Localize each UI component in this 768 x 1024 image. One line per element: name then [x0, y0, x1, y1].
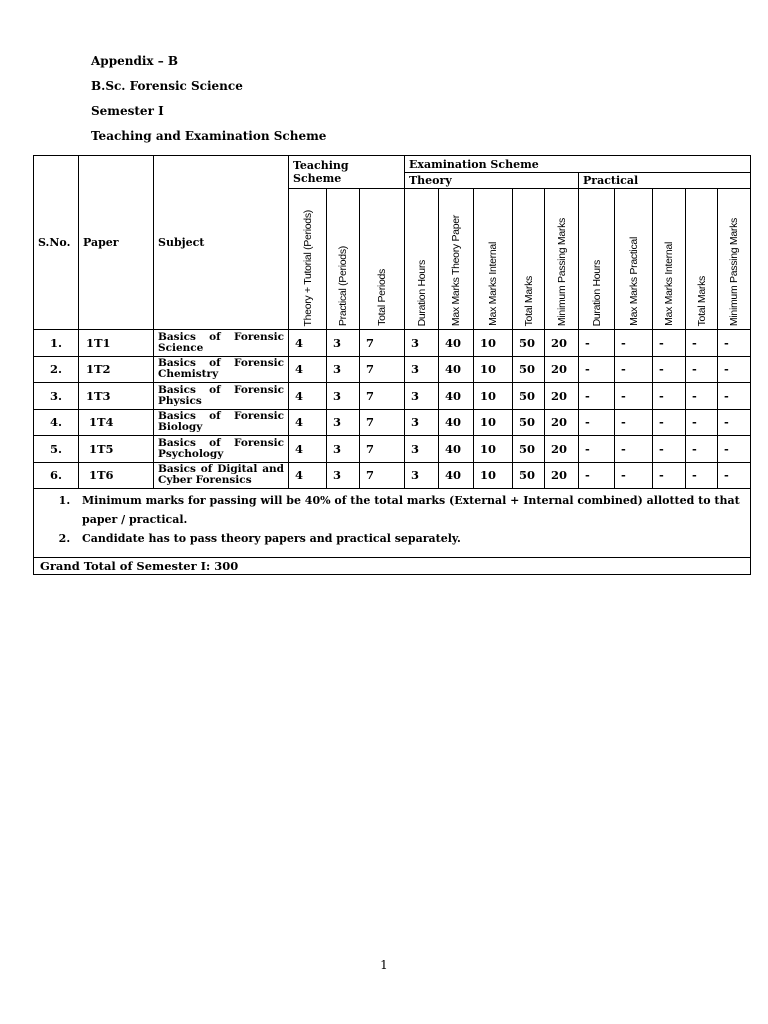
row-value: 10 — [474, 383, 513, 410]
row-value: 7 — [360, 409, 405, 436]
header-theory-col-5 — [545, 189, 579, 330]
header-teaching-col-label: Total Periods — [376, 269, 388, 326]
row-subject-line: Cyber Forensics — [158, 474, 252, 487]
row-value: 40 — [439, 436, 474, 463]
table-row — [34, 330, 751, 357]
row-value: 3 — [327, 383, 360, 410]
row-value: 7 — [360, 356, 405, 383]
row-subject — [154, 330, 289, 357]
row-value: 10 — [474, 356, 513, 383]
header-sno: S.No. — [34, 156, 79, 330]
header-paper: Paper — [79, 156, 154, 330]
row-value: - — [615, 462, 653, 489]
row-sno: 3. — [34, 383, 79, 410]
row-paper: 1T4 — [79, 409, 154, 436]
note-item: 1. Minimum marks for passing will be 40% of the total marks (External + Internal combined) allotted to that paper / practical. — [74, 491, 744, 529]
scheme-title: Teaching and Examination Scheme — [91, 129, 327, 143]
header-practical-col-1 — [579, 189, 615, 330]
row-value: - — [579, 383, 615, 410]
row-value: 3 — [405, 462, 439, 489]
row-paper: 1T6 — [79, 462, 154, 489]
row-value: - — [653, 356, 686, 383]
header-practical-col-label: Total Marks — [695, 275, 708, 326]
row-value: 3 — [405, 330, 439, 357]
row-paper: 1T2 — [79, 356, 154, 383]
notes — [34, 489, 751, 558]
row-value: - — [615, 330, 653, 357]
row-value: - — [579, 330, 615, 357]
row-subject — [154, 436, 289, 463]
row-value: - — [686, 436, 718, 463]
row-value: 50 — [513, 330, 545, 357]
table-row — [34, 383, 751, 410]
row-value: 20 — [545, 436, 579, 463]
row-value: 40 — [439, 462, 474, 489]
row-value: - — [579, 356, 615, 383]
row-value: - — [686, 409, 718, 436]
row-sno: 5. — [34, 436, 79, 463]
header-teaching-scheme: Teaching Scheme — [289, 156, 405, 189]
row-value: 4 — [289, 383, 327, 410]
row-subject-line: Physics — [158, 394, 202, 407]
row-value: - — [718, 436, 751, 463]
row-subject-line: Basics of Forensic — [158, 330, 284, 343]
row-value: 50 — [513, 409, 545, 436]
row-subject — [154, 383, 289, 410]
row-value: 4 — [289, 330, 327, 357]
row-value: - — [579, 409, 615, 436]
row-value: - — [615, 383, 653, 410]
row-value: - — [718, 462, 751, 489]
row-value: 3 — [405, 356, 439, 383]
row-value: 40 — [439, 409, 474, 436]
grand-total: Grand Total of Semester I: 300 — [34, 558, 751, 575]
row-value: 50 — [513, 356, 545, 383]
header-teaching-col-1 — [289, 189, 327, 330]
row-value: - — [686, 383, 718, 410]
row-value: 3 — [327, 409, 360, 436]
row-value: 10 — [474, 462, 513, 489]
row-value: - — [718, 356, 751, 383]
row-value: 7 — [360, 383, 405, 410]
row-sno: 4. — [34, 409, 79, 436]
row-subject-line: Science — [158, 341, 204, 354]
row-value: 10 — [474, 409, 513, 436]
row-subject-line: Chemistry — [158, 368, 219, 381]
header-theory-col-3 — [474, 189, 513, 330]
row-sno: 6. — [34, 462, 79, 489]
header-practical-col-label: Max Marks Internal — [663, 242, 675, 326]
row-subject-line: Biology — [158, 421, 203, 434]
row-value: 10 — [474, 436, 513, 463]
row-value: 4 — [289, 356, 327, 383]
row-value: 4 — [289, 436, 327, 463]
header-theory-col-label: Duration Hours — [415, 259, 428, 326]
table-row — [34, 409, 751, 436]
row-value: 40 — [439, 356, 474, 383]
header-practical-col-4 — [686, 189, 718, 330]
row-subject-line: Basics of Forensic — [158, 436, 284, 449]
header-theory-col-2 — [439, 189, 474, 330]
header-practical: Practical — [579, 173, 751, 189]
row-subject — [154, 356, 289, 383]
table-row — [34, 462, 751, 489]
program-heading: B.Sc. Forensic Science — [91, 79, 243, 93]
row-value: 40 — [439, 383, 474, 410]
header-teaching-col-label: Practical (Periods) — [337, 245, 349, 326]
header-subject: Subject — [154, 156, 289, 330]
row-value: 4 — [289, 409, 327, 436]
header-theory-col-4 — [513, 189, 545, 330]
row-value: - — [615, 436, 653, 463]
header-teaching-col-3 — [360, 189, 405, 330]
row-subject-line: Psychology — [158, 447, 224, 460]
page-number: 1 — [380, 958, 388, 972]
row-value: 3 — [405, 383, 439, 410]
row-value: 50 — [513, 383, 545, 410]
row-value: - — [718, 409, 751, 436]
header-teaching-col-label: Theory + Tutorial (Periods) — [301, 209, 314, 326]
row-subject-line: Basics of Forensic — [158, 410, 284, 423]
header-practical-col-3 — [653, 189, 686, 330]
header-theory: Theory — [405, 173, 579, 189]
row-subject-line: Basics of Digital and — [158, 463, 284, 476]
row-value: - — [653, 383, 686, 410]
row-subject-line: Basics of Forensic — [158, 357, 284, 370]
row-value: 3 — [327, 462, 360, 489]
row-value: - — [579, 462, 615, 489]
row-value: - — [579, 436, 615, 463]
row-value: 20 — [545, 330, 579, 357]
row-value: 3 — [405, 436, 439, 463]
row-value: 20 — [545, 462, 579, 489]
row-value: - — [718, 330, 751, 357]
semester-heading: Semester I — [91, 104, 164, 118]
header-examination-scheme: Examination Scheme — [405, 156, 751, 173]
row-sno: 1. — [34, 330, 79, 357]
header-practical-col-2 — [615, 189, 653, 330]
row-value: 40 — [439, 330, 474, 357]
row-value: 20 — [545, 356, 579, 383]
row-value: 7 — [360, 330, 405, 357]
row-value: - — [615, 409, 653, 436]
row-value: 20 — [545, 409, 579, 436]
header-theory-col-label: Minimum Passing Marks — [555, 217, 568, 326]
header-theory-col-label: Max Marks Theory Paper — [450, 214, 462, 326]
table-row — [34, 436, 751, 463]
header-theory-col-label: Max Marks Internal — [487, 242, 499, 326]
row-subject-line: Basics of Forensic — [158, 383, 284, 396]
row-value: 20 — [545, 383, 579, 410]
header-practical-col-label: Duration Hours — [590, 259, 603, 326]
header-teaching-col-2 — [327, 189, 360, 330]
row-value: 3 — [327, 330, 360, 357]
row-sno: 2. — [34, 356, 79, 383]
row-value: - — [686, 462, 718, 489]
row-paper: 1T1 — [79, 330, 154, 357]
scheme-table — [33, 155, 751, 575]
header-theory-col-label: Total Marks — [522, 275, 535, 326]
row-value: 3 — [327, 356, 360, 383]
header-practical-col-label: Minimum Passing Marks — [728, 217, 741, 326]
header-theory-col-1 — [405, 189, 439, 330]
row-value: 3 — [405, 409, 439, 436]
row-paper: 1T5 — [79, 436, 154, 463]
row-value: 7 — [360, 436, 405, 463]
row-value: - — [615, 356, 653, 383]
row-subject — [154, 462, 289, 489]
row-paper: 1T3 — [79, 383, 154, 410]
header-practical-col-label: Max Marks Practical — [627, 237, 640, 326]
header-practical-col-5 — [718, 189, 751, 330]
row-value: 7 — [360, 462, 405, 489]
row-subject — [154, 409, 289, 436]
row-value: - — [653, 330, 686, 357]
row-value: - — [653, 436, 686, 463]
row-value: 50 — [513, 462, 545, 489]
row-value: - — [653, 462, 686, 489]
row-value: - — [686, 356, 718, 383]
row-value: 3 — [327, 436, 360, 463]
row-value: - — [718, 383, 751, 410]
row-value: - — [653, 409, 686, 436]
row-value: 10 — [474, 330, 513, 357]
row-value: 4 — [289, 462, 327, 489]
table-row — [34, 356, 751, 383]
note-item: 2. Candidate has to pass theory papers and practical separately. — [74, 529, 744, 548]
row-value: 50 — [513, 436, 545, 463]
row-value: - — [686, 330, 718, 357]
appendix-heading: Appendix – B — [91, 54, 179, 68]
